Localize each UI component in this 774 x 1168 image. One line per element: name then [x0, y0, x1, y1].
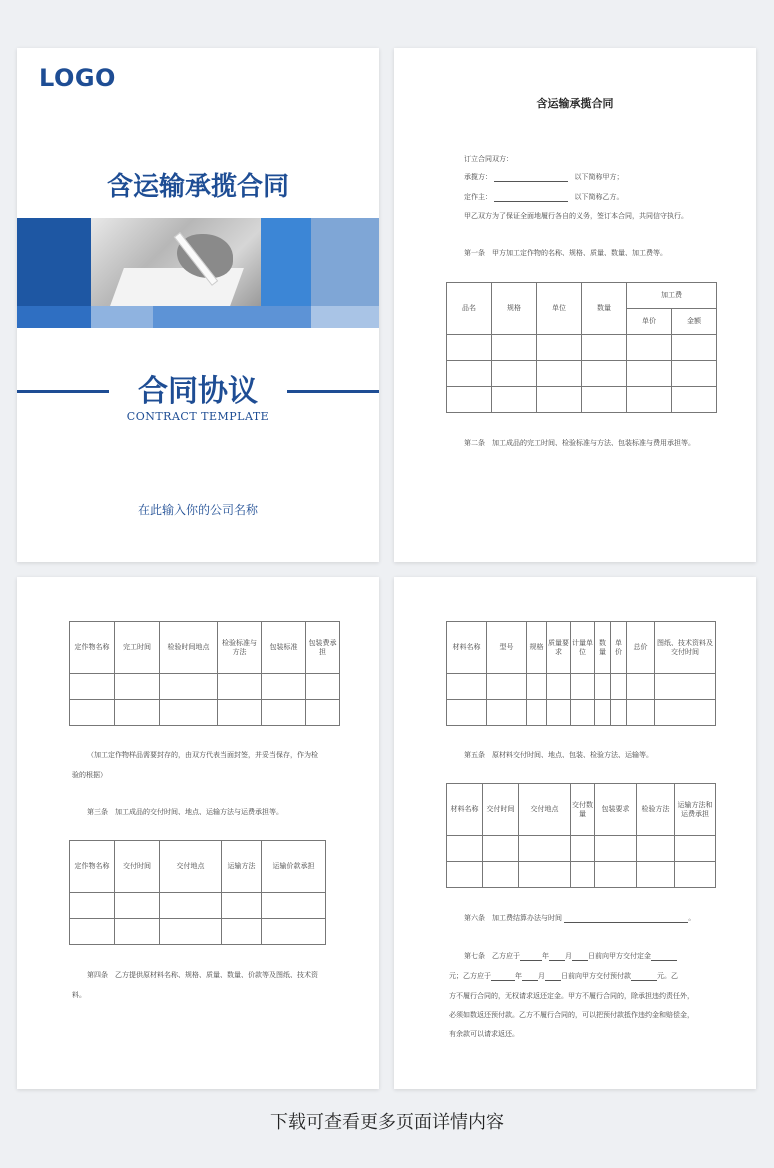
table-header: 品名: [447, 283, 492, 335]
table-header: 数量: [595, 622, 611, 674]
party-a-label: 承揽方：: [464, 173, 492, 181]
article-7-text: 年: [542, 952, 549, 960]
blank: [520, 953, 542, 961]
sample-note-line2: 验的根据）: [72, 771, 107, 779]
blank: [491, 973, 515, 981]
party-b-line: [464, 192, 623, 202]
table-header: 交付数量: [571, 784, 595, 836]
article-7-text: 月: [565, 952, 572, 960]
contract-page-1: [394, 48, 756, 562]
blank: [545, 973, 561, 981]
table-header: 交付时间: [115, 841, 160, 893]
table-header: 加工费: [627, 283, 717, 309]
banner-block: [261, 306, 311, 328]
party-b-suffix: 以下简称乙方。: [574, 193, 624, 201]
table-header: 数量: [582, 283, 627, 335]
material-delivery-table: [446, 783, 716, 888]
blank: [522, 973, 538, 981]
table-header: 检验方法: [637, 784, 675, 836]
article-7-text: 第七条 乙方应于: [464, 952, 520, 960]
table-header: 完工时间: [115, 622, 160, 674]
party-a-blank: [494, 174, 568, 182]
banner-block: [17, 306, 91, 328]
table-header: 检验标准与方法: [218, 622, 262, 674]
article-6: 第六条 加工费结算办法与时间: [464, 914, 562, 922]
article-7-text: 日前向甲方交付定金: [588, 952, 651, 960]
table-header: 检验时间地点: [160, 622, 218, 674]
material-table: [446, 621, 716, 726]
statement-text: 甲乙双方为了保证全面地履行各自的义务，签订本合同，共同信守执行。: [464, 212, 688, 220]
table-header: 交付地点: [160, 841, 222, 893]
table-subheader: 单价: [627, 309, 672, 335]
table-header: 单位: [537, 283, 582, 335]
table-header: 质量要求: [547, 622, 571, 674]
completion-table: [69, 621, 340, 726]
party-a-line: [464, 172, 623, 182]
article-4-line2: 料。: [72, 991, 86, 999]
company-name: 在此输入你的公司名称: [137, 503, 258, 517]
article-6-line: 第六条 加工费结算办法与时间 。: [464, 914, 696, 922]
table-header: 定作物名称: [70, 841, 115, 893]
article-3: 第三条 加工成品的交付时间、地点、运输方法与运费承担等。: [87, 808, 283, 816]
article-7-text: 元；乙方应于: [449, 972, 491, 980]
article-6-blank: [564, 915, 688, 923]
blank: [549, 953, 565, 961]
agreement-title: 合同协议: [138, 374, 258, 409]
blank: [572, 953, 588, 961]
table-header: 规格: [527, 622, 547, 674]
intro-text: 订立合同双方：: [464, 155, 513, 163]
banner-block: [91, 306, 153, 328]
delivery-table: [69, 840, 326, 945]
table-header: 总价: [627, 622, 655, 674]
table-header: 交付地点: [519, 784, 571, 836]
article-5: 第五条 原材料交付时间、地点、包装、检验方法、运输等。: [464, 751, 653, 759]
table-header: 包装费承担: [306, 622, 340, 674]
table-header: 图纸、技术资料及交付时间: [655, 622, 716, 674]
article-7-text: 月: [538, 972, 545, 980]
processing-fee-table: [446, 282, 717, 413]
contract-page-2: [17, 577, 379, 1089]
download-hint: 下载可查看更多页面详情内容: [270, 1112, 504, 1133]
table-header: 运输价款承担: [262, 841, 326, 893]
article-7-text: 元。乙: [657, 972, 678, 980]
article-7-line2: [449, 971, 678, 981]
party-b-blank: [494, 194, 568, 202]
table-header: 计量单位: [571, 622, 595, 674]
table-header: 运输方法和运费承担: [675, 784, 716, 836]
party-b-label: 定作主：: [464, 193, 492, 201]
table-header: 规格: [492, 283, 537, 335]
blank: [631, 973, 657, 981]
contract-page-3: [394, 577, 756, 1089]
table-subheader: 金额: [672, 309, 717, 335]
banner-block: [153, 306, 261, 328]
table-header: 材料名称: [447, 622, 487, 674]
table-header: 包装要求: [595, 784, 637, 836]
article-7-line5: 有余款可以请求返还。: [449, 1030, 519, 1038]
article-7-line3: 方不履行合同的，无权请求返还定金。甲方不履行合同的，除承担违约责任外，: [449, 992, 694, 1000]
article-2: 第二条 加工成品的完工时间、检验标准与方法、包装标准与费用承担等。: [464, 439, 695, 447]
blank: [651, 953, 677, 961]
article-7-text: 日前向甲方交付预付款: [561, 972, 631, 980]
table-header: 包装标准: [262, 622, 306, 674]
sample-note-line1: （加工定作物样品需要封存的，由双方代表当面封签，并妥当保存，作为检: [87, 751, 318, 759]
logo: LOGO: [39, 64, 116, 92]
agreement-subtitle: CONTRACT TEMPLATE: [126, 410, 270, 423]
cover-title: 含运输承揽合同: [106, 172, 289, 202]
cover-banner: [17, 218, 379, 328]
article-7-text: 年: [515, 972, 522, 980]
table-header: 材料名称: [447, 784, 483, 836]
banner-block: [311, 306, 379, 328]
article-7-line1: [464, 951, 677, 961]
doc-title: 含运输承揽合同: [536, 97, 614, 110]
cover-page: [17, 48, 379, 562]
table-header: 定作物名称: [70, 622, 115, 674]
table-header: 交付时间: [483, 784, 519, 836]
table-header: 单价: [611, 622, 627, 674]
article-1: 第一条 甲方加工定作物的名称、规格、质量、数量、加工费等。: [464, 249, 667, 257]
table-header: 型号: [487, 622, 527, 674]
article-4-line1: 第四条 乙方提供原材料名称、规格、质量、数量、价款等及图纸、技术资: [87, 971, 318, 979]
article-7-line4: 必须如数返还预付款。乙方不履行合同的，可以把预付款抵作违约金和赔偿金，: [449, 1011, 694, 1019]
party-a-suffix: 以下简称甲方；: [574, 173, 624, 181]
table-header: 运输方法: [222, 841, 262, 893]
